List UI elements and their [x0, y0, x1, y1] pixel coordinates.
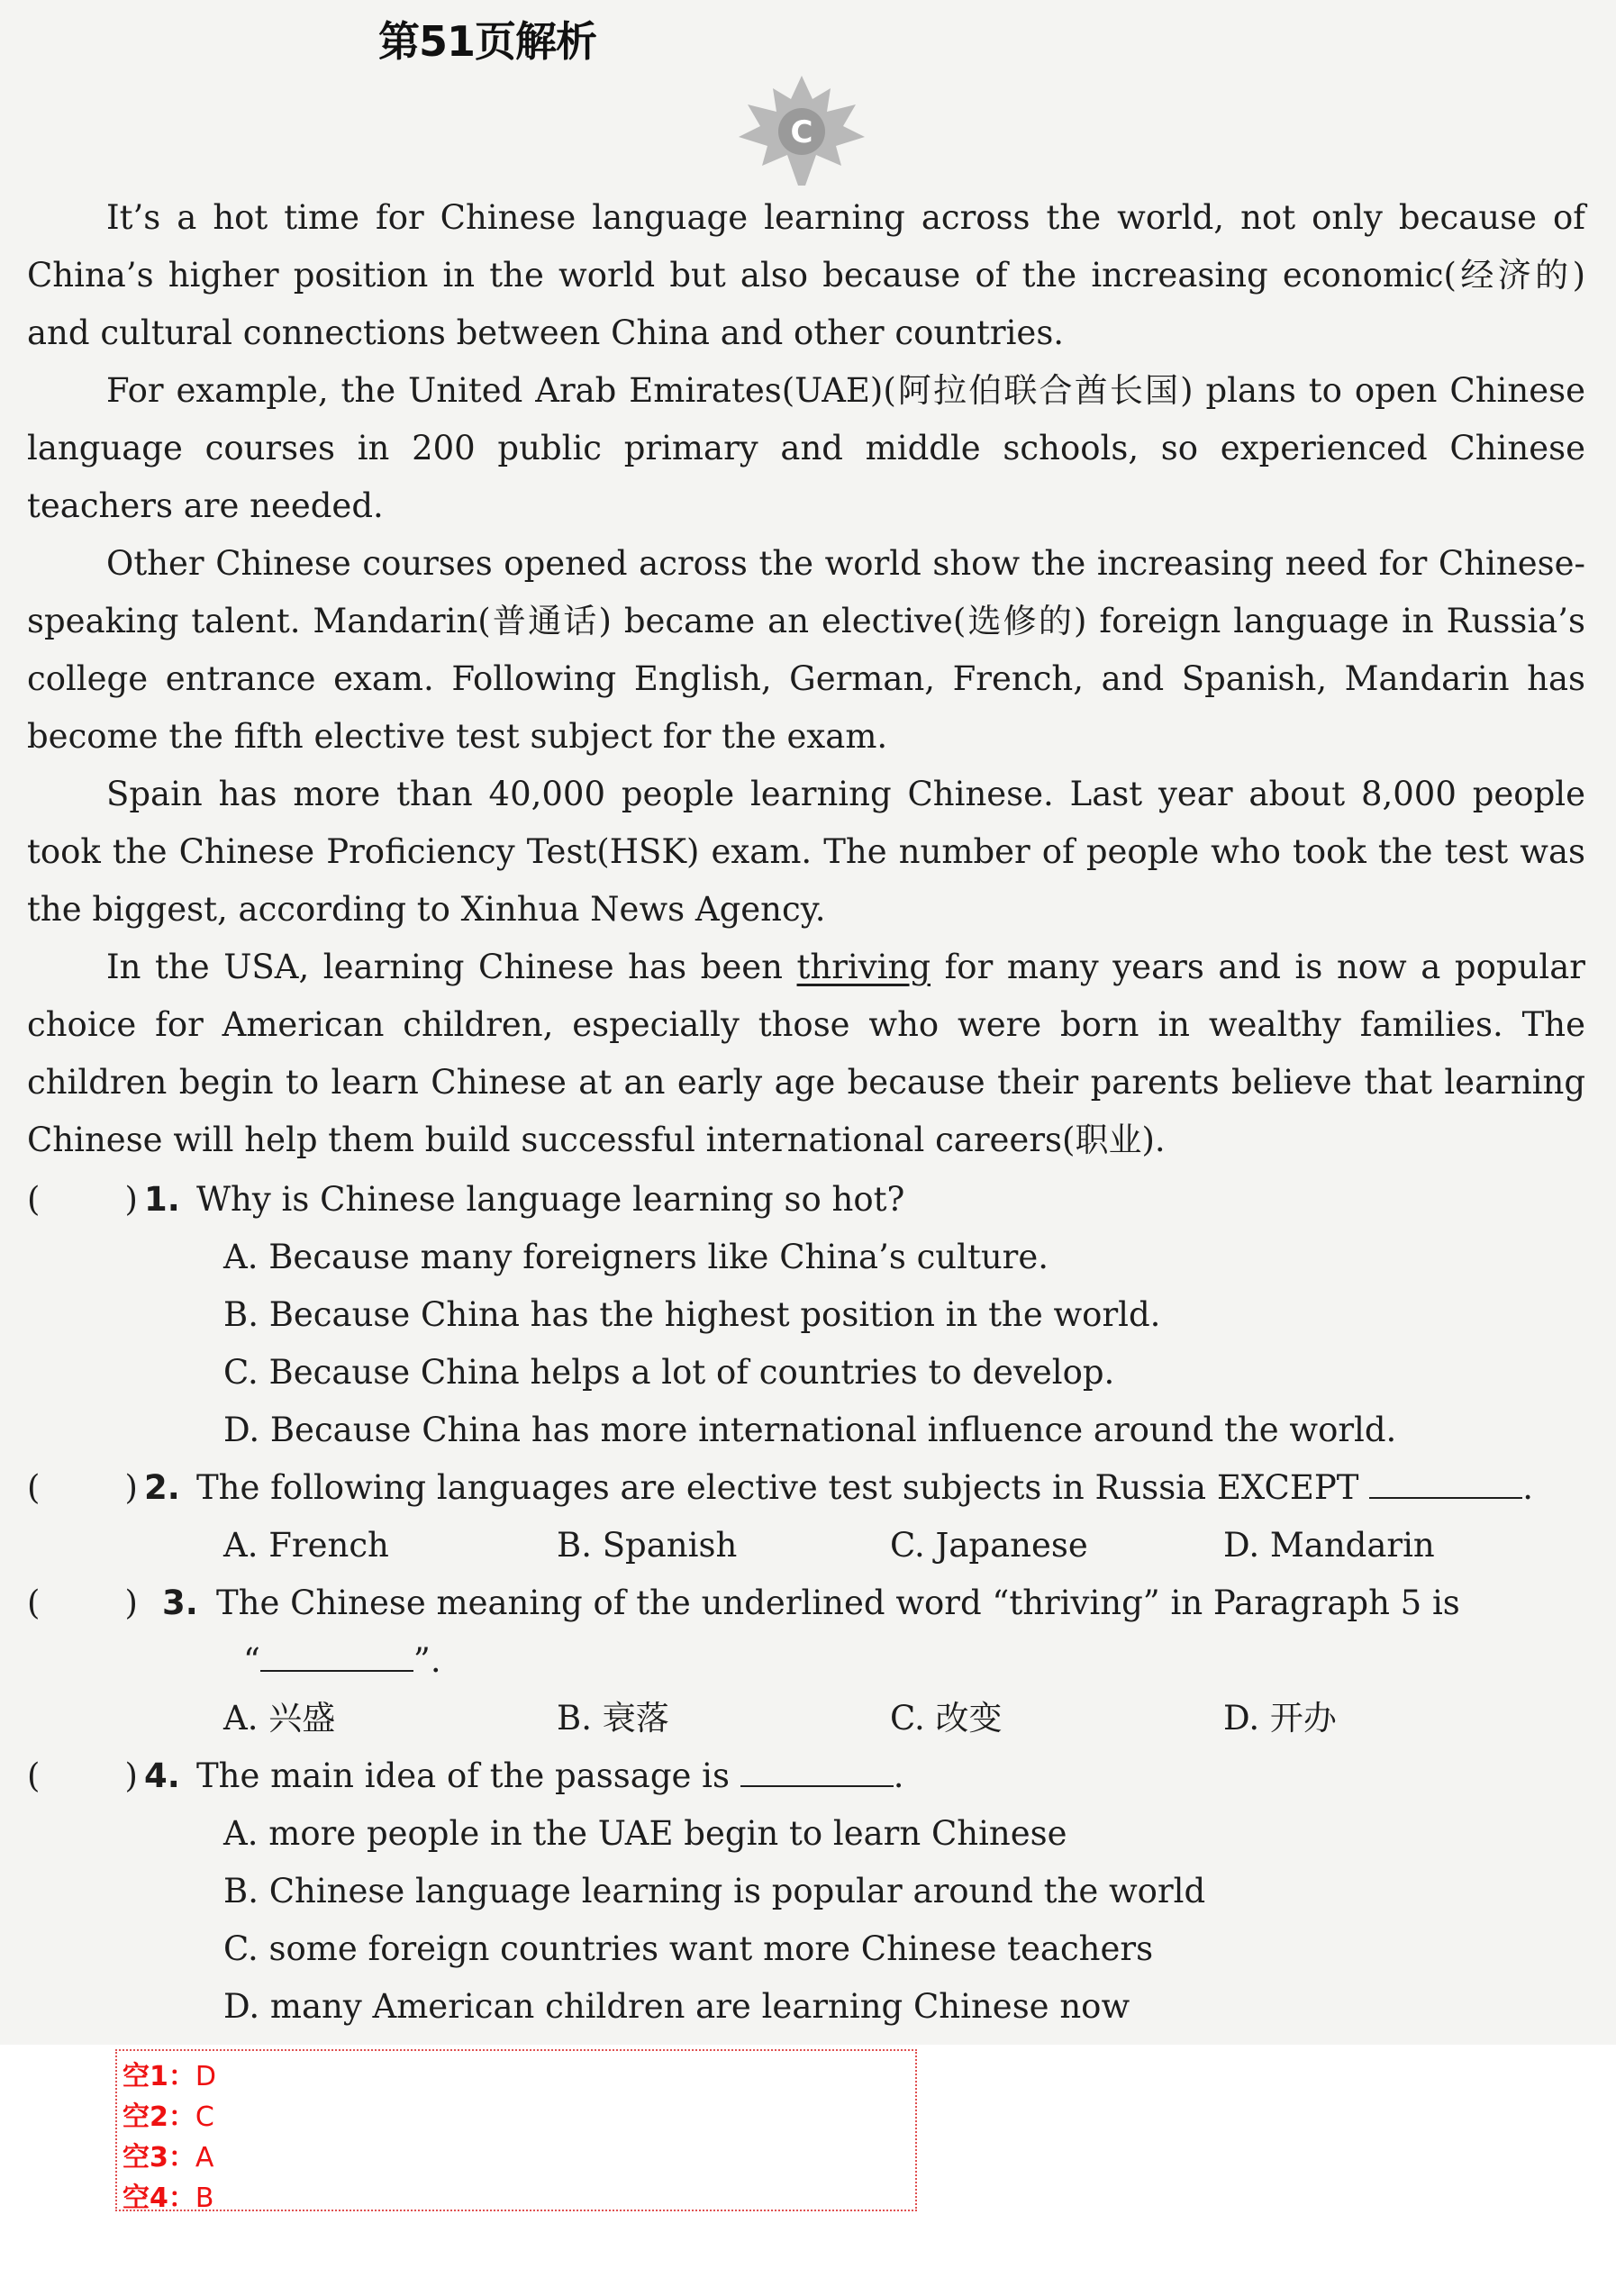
option-4d[interactable]: D. many American children are learning Chinese now: [223, 1987, 1130, 2026]
option-2a[interactable]: A. French: [223, 1526, 389, 1565]
question-stem-text: The following languages are elective test subjects in Russia EXCEPT: [196, 1468, 1359, 1507]
answer-bracket[interactable]: ( ): [27, 1756, 138, 1795]
question-4: [27, 1747, 1585, 1805]
reading-passage: [27, 189, 1585, 1169]
answer-value: B: [195, 2183, 214, 2214]
paragraph-5-end: for many years and is now a popular choice for American children, especially those who were born in wealthy families. The children begin to learn Chinese at an early age because their parents believe that learning Chinese will help them build successful international careers(职业).: [27, 948, 1585, 1159]
answer-label: 空2：: [123, 2101, 195, 2133]
option-1d[interactable]: D. Because China has more international influence around the world.: [223, 1411, 1397, 1449]
answer-bracket[interactable]: ( ): [27, 1468, 138, 1507]
question-3: [27, 1575, 1585, 1632]
question-stem: The Chinese meaning of the underlined word “thriving” in Paragraph 5 is: [216, 1584, 1460, 1622]
option-2d[interactable]: D. Mandarin: [1223, 1526, 1435, 1565]
close-quote: ”.: [413, 1641, 441, 1680]
question-number: 3.: [162, 1584, 198, 1622]
option-3c[interactable]: C. 改变: [890, 1699, 1003, 1738]
section-letter: C: [790, 114, 813, 150]
answer-label: 空4：: [123, 2183, 195, 2214]
option-3a[interactable]: A. 兴盛: [223, 1699, 336, 1738]
answer-row: [123, 2097, 910, 2137]
question-stem-text: The main idea of the passage is: [196, 1756, 730, 1795]
answer-blank[interactable]: [260, 1643, 413, 1672]
answer-row: [123, 2178, 910, 2219]
paragraph-4: Spain has more than 40,000 people learning Chinese. Last year about 8,000 people took the Chinese Proficiency Test(HSK) exam. The number of people who took the test was the biggest, according to Xinhua News Agency.: [27, 775, 1585, 929]
answer-value: D: [195, 2061, 216, 2092]
answer-key-box: [115, 2049, 917, 2214]
options-3: [27, 1690, 1585, 1747]
paragraph-5: [27, 939, 1585, 1169]
stem-end: .: [1522, 1468, 1533, 1507]
answer-row: [123, 2056, 910, 2097]
question-number: 1.: [144, 1180, 180, 1219]
question-stem: Why is Chinese language learning so hot?: [196, 1180, 905, 1219]
section-badge: [730, 72, 874, 189]
open-quote: “: [243, 1641, 260, 1680]
answer-value: C: [195, 2101, 214, 2133]
question-1: [27, 1171, 1585, 1229]
answer-bracket[interactable]: ( ): [27, 1584, 138, 1622]
question-stem: [196, 1459, 1585, 1517]
maple-leaf-icon: [730, 72, 874, 189]
option-4a[interactable]: A. more people in the UAE begin to learn Chinese: [223, 1814, 1067, 1853]
paragraph-1: It’s a hot time for Chinese language learning across the world, not only because of China’s higher position in the world but also because of the increasing economic(经济的) and cultural connections between China and other countries.: [27, 198, 1585, 352]
paragraph-3: Other Chinese courses opened across the world show the increasing need for Chinese-speaking talent. Mandarin(普通话) became an elective(选修的) foreign language in Russia’s college entrance exam. Following English, German, French, and Spanish, Mandarin has become the fifth elective test subject for the exam.: [27, 544, 1585, 756]
option-3b[interactable]: B. 衰落: [557, 1699, 669, 1738]
answer-blank[interactable]: [1369, 1470, 1522, 1499]
question-2: [27, 1459, 1585, 1517]
answer-blank[interactable]: [740, 1758, 894, 1787]
options-2: [27, 1517, 1585, 1575]
question-number: 2.: [144, 1468, 180, 1507]
option-3d[interactable]: D. 开办: [1223, 1699, 1337, 1738]
question-list: [27, 1171, 1585, 2036]
option-2b[interactable]: B. Spanish: [557, 1526, 738, 1565]
answer-bracket[interactable]: ( ): [27, 1180, 138, 1219]
answer-label: 空3：: [123, 2142, 195, 2173]
option-4c[interactable]: C. some foreign countries want more Chinese teachers: [223, 1929, 1154, 1968]
paragraph-5-start: In the USA, learning Chinese has been: [106, 948, 797, 986]
stem-end: .: [893, 1756, 904, 1795]
paragraph-2: For example, the United Arab Emirates(UAE)(阿拉伯联合酋长国) plans to open Chinese language courses in 200 public primary and middle schools, so experienced Chinese teachers are needed.: [27, 371, 1585, 525]
option-4b[interactable]: B. Chinese language learning is popular around the world: [223, 1872, 1206, 1910]
option-1b[interactable]: B. Because China has the highest position in the world.: [223, 1295, 1161, 1334]
answer-label: 空1：: [123, 2061, 195, 2092]
question-number: 4.: [144, 1756, 180, 1795]
underlined-word: thriving: [796, 948, 931, 986]
option-2c[interactable]: C. Japanese: [890, 1526, 1088, 1565]
answer-value: A: [195, 2142, 214, 2173]
page-title: 第51页解析: [378, 17, 597, 66]
option-1c[interactable]: C. Because China helps a lot of countries to develop.: [223, 1353, 1115, 1392]
option-1a[interactable]: A. Because many foreigners like China’s culture.: [223, 1238, 1049, 1276]
question-stem: [196, 1747, 1585, 1805]
answer-row: [123, 2137, 910, 2178]
question-3-blank-line: [27, 1632, 1585, 1690]
